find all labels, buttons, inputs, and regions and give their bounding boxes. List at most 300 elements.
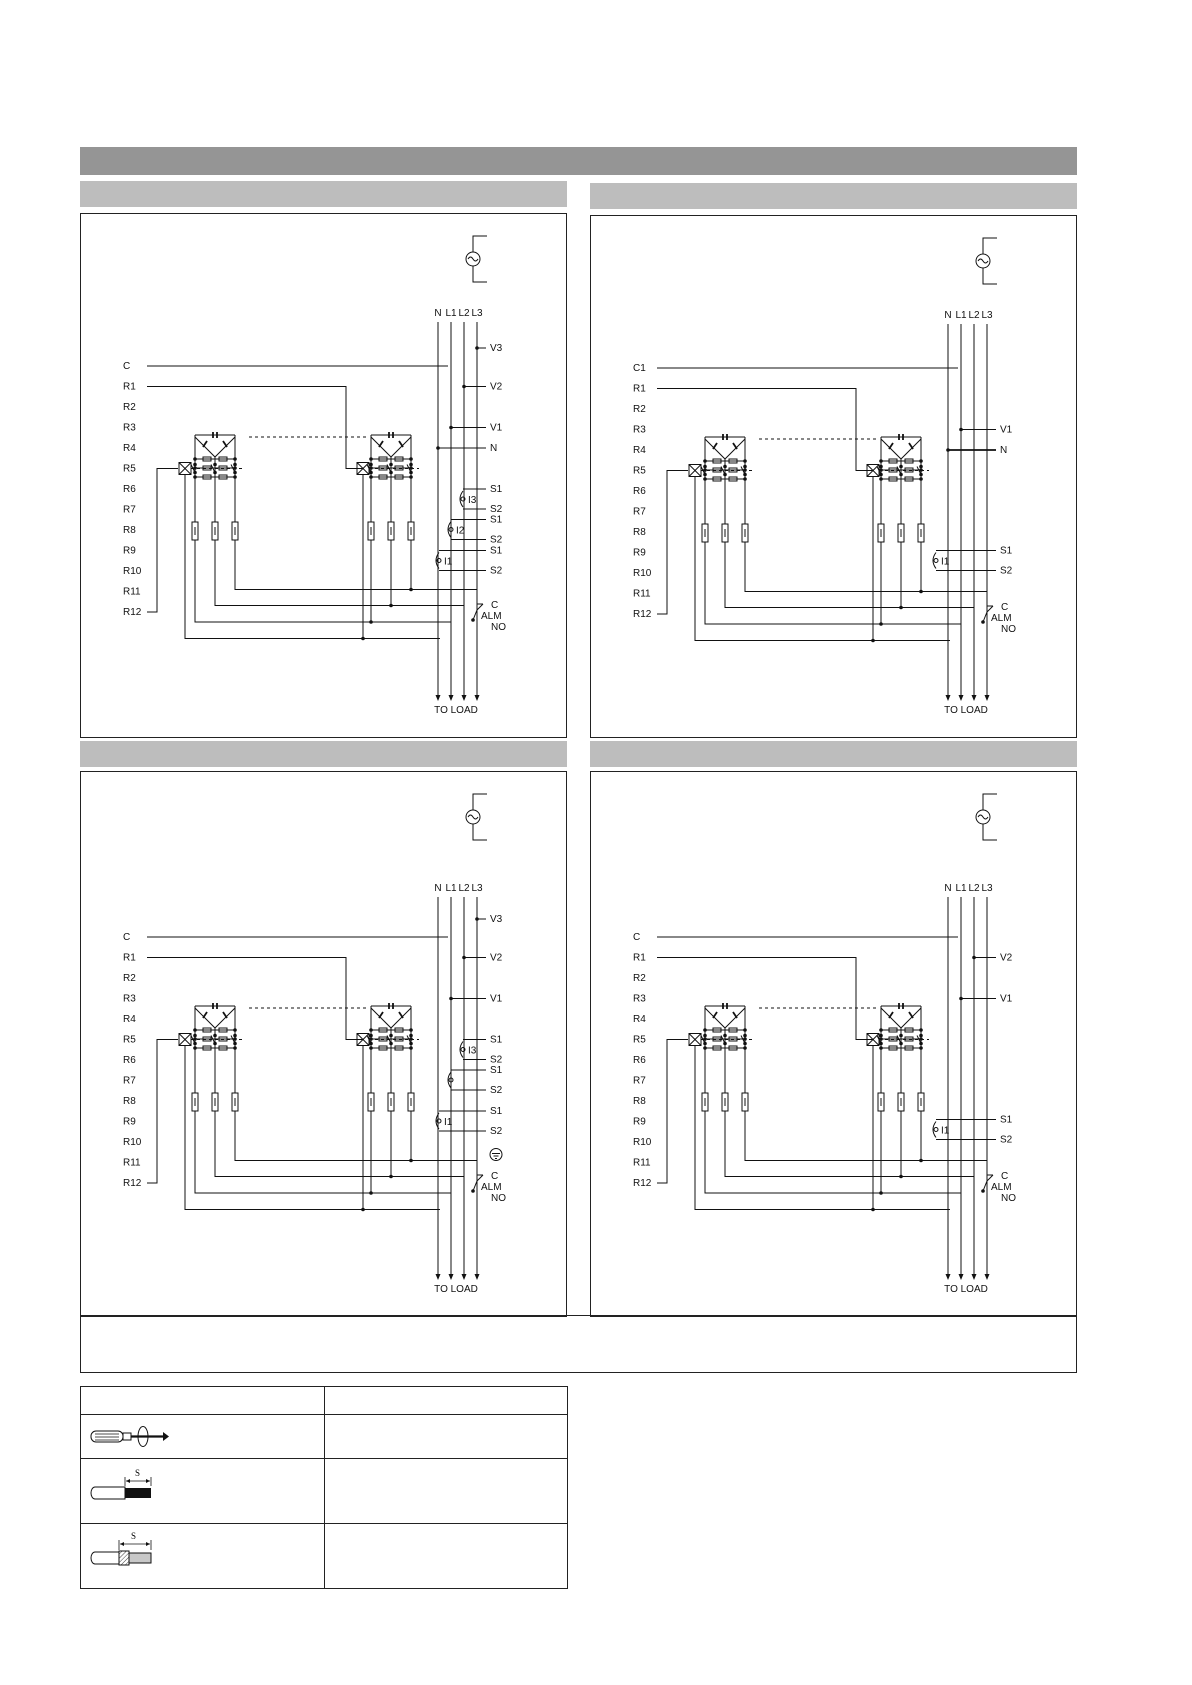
ct-core-icon (934, 559, 938, 563)
ferrule-length-label: S (131, 1531, 137, 1541)
terminal-label-r11: R11 (633, 1157, 651, 1169)
ct-s2-label: S2 (490, 1085, 503, 1096)
diagram-header-bar-2 (590, 183, 1077, 209)
step-1-capacitor-icon (223, 441, 227, 447)
terminal-label-r2: R2 (123, 402, 136, 413)
terminal-label-r5: R5 (123, 1034, 136, 1046)
terminal-label-r9: R9 (123, 1116, 136, 1128)
phase-label-n: N (434, 883, 442, 894)
junction-dot (369, 463, 373, 467)
ac-supply-icon (976, 794, 997, 840)
feed-wire-n (695, 477, 950, 641)
junction-dot (879, 459, 883, 463)
junction-dot (743, 1034, 747, 1038)
feed-wire-n (185, 475, 440, 639)
ct-s2-label: S2 (490, 1054, 503, 1066)
wire (371, 437, 411, 457)
junction-dot (879, 622, 883, 626)
junction-dot (409, 1159, 413, 1163)
junction-dot (449, 997, 453, 1001)
ct-s1-label: S1 (1000, 1114, 1013, 1126)
alarm-label: ALM (991, 1182, 1012, 1193)
step-2-capacitor-icon (379, 1012, 383, 1018)
voltage-tap-label-n: N (1000, 445, 1008, 456)
phase-label-l3: L3 (981, 883, 993, 894)
step-2-capacitor-icon (909, 1012, 913, 1018)
ac-supply-icon (466, 236, 487, 282)
junction-dot (213, 463, 217, 467)
step-1-contactor-icon (689, 1034, 701, 1046)
junction-dot (919, 590, 923, 594)
terminal-label-r6: R6 (123, 1055, 136, 1066)
junction-dot (193, 463, 197, 467)
alarm-c-label: C (491, 1171, 499, 1182)
terminal-label-r10: R10 (123, 1137, 142, 1148)
voltage-tap-label-v2: V2 (490, 952, 503, 964)
junction-dot (389, 1034, 393, 1038)
terminal-label-r12: R12 (633, 609, 652, 620)
voltage-tap-label-n: N (490, 443, 498, 454)
junction-dot (899, 465, 903, 469)
r12-wire (657, 1040, 688, 1184)
junction-dot (369, 1028, 373, 1032)
junction-dot (871, 1208, 875, 1212)
junction-dot (475, 346, 479, 350)
arrow-down-icon (436, 695, 441, 701)
r12-wire (147, 469, 178, 613)
junction-dot (409, 463, 413, 467)
tool-row-ferrule-wire (81, 1524, 325, 1589)
junction-dot (743, 459, 747, 463)
junction-dot (369, 457, 373, 461)
feed-wire-l1 (705, 542, 961, 624)
junction-dot (449, 426, 453, 430)
r1-wire (147, 958, 363, 1040)
arrow-down-icon (449, 1274, 454, 1280)
terminal-label-r6: R6 (123, 484, 136, 495)
phase-label-l2: L2 (458, 883, 470, 894)
junction-dot (389, 604, 393, 608)
junction-dot (899, 606, 903, 610)
alarm-no-label: NO (1001, 624, 1016, 635)
junction-dot (389, 463, 393, 467)
junction-dot (471, 1189, 475, 1193)
wire (705, 439, 745, 459)
phase-label-n: N (944, 883, 952, 894)
step-1-capacitor-icon (733, 443, 737, 449)
alarm-label: ALM (481, 1182, 502, 1193)
ct-s2-label: S2 (490, 504, 503, 515)
ct-s2-label: S2 (1000, 1134, 1013, 1146)
step-1-contactor-icon (179, 463, 191, 475)
terminal-label-r4: R4 (633, 445, 646, 456)
junction-dot (879, 465, 883, 469)
junction-dot (409, 457, 413, 461)
junction-dot (879, 1028, 883, 1032)
junction-dot (369, 1034, 373, 1038)
terminal-label-r7: R7 (633, 506, 646, 518)
tool-row-stripped-wire-value (325, 1459, 568, 1524)
arrow-down-icon (985, 695, 990, 701)
ct-label: I1 (444, 556, 453, 568)
arrow-down-icon (946, 1274, 951, 1280)
ct-s1-label: S1 (1000, 545, 1013, 557)
voltage-tap-label-v1: V1 (1000, 424, 1013, 436)
terminal-label-r3: R3 (633, 993, 646, 1005)
arrow-down-icon (985, 1274, 990, 1280)
wire (983, 824, 997, 840)
terminal-label-r3: R3 (123, 993, 136, 1005)
junction-dot (919, 459, 923, 463)
section-header-bar (80, 147, 1077, 175)
terminal-label-r9: R9 (633, 1116, 646, 1128)
ct-core-icon (934, 1128, 938, 1132)
voltage-tap-label-v3: V3 (490, 343, 503, 354)
step-1-capacitor-icon (733, 1012, 737, 1018)
alarm-c-label: C (1001, 602, 1009, 613)
junction-dot (919, 1034, 923, 1038)
junction-dot (233, 463, 237, 467)
terminal-label-r4: R4 (123, 1014, 136, 1025)
ac-supply-icon (466, 794, 487, 840)
diagram-header-bar-3 (80, 741, 567, 767)
terminal-label-r12: R12 (123, 1178, 142, 1189)
phase-label-l2: L2 (968, 883, 980, 894)
terminal-label-r7: R7 (123, 504, 136, 516)
phase-label-l3: L3 (471, 883, 483, 894)
to-load-label: TO LOAD (434, 1284, 478, 1295)
wiring-diagram-panel-4 (590, 771, 1077, 1317)
voltage-tap-label-v2: V2 (1000, 952, 1013, 964)
junction-dot (919, 465, 923, 469)
junction-dot (703, 459, 707, 463)
terminal-label-c: C (633, 932, 641, 943)
terminal-label-r1: R1 (633, 952, 646, 964)
terminal-label-r1: R1 (633, 383, 646, 395)
ferrule-wire-icon (81, 1524, 324, 1588)
junction-dot (193, 457, 197, 461)
terminal-label-r3: R3 (633, 424, 646, 436)
arrow-down-icon (959, 1274, 964, 1280)
terminal-label-r2: R2 (123, 973, 136, 984)
junction-dot (959, 997, 963, 1001)
r12-wire (147, 1040, 178, 1184)
to-load-label: TO LOAD (944, 705, 988, 716)
junction-dot (879, 1034, 883, 1038)
tool-row-stripped-wire (81, 1459, 325, 1524)
junction-dot (361, 1208, 365, 1212)
junction-dot (899, 1175, 903, 1179)
step-2-capacitor-icon (399, 1012, 403, 1018)
terminal-label-r9: R9 (123, 545, 136, 557)
terminal-label-r6: R6 (633, 486, 646, 497)
junction-dot (919, 1028, 923, 1032)
terminal-label-r6: R6 (633, 1055, 646, 1066)
r1-wire (657, 389, 873, 471)
step-1-capacitor-icon (223, 1012, 227, 1018)
step-1-contactor-icon (179, 1034, 191, 1046)
junction-dot (946, 448, 950, 452)
junction-dot (471, 618, 475, 622)
arrow-down-icon (946, 695, 951, 701)
ct-label: I2 (456, 525, 465, 537)
alarm-label: ALM (991, 613, 1012, 624)
junction-dot (361, 637, 365, 641)
r1-wire (147, 387, 363, 469)
junction-dot (233, 1028, 237, 1032)
junction-dot (475, 917, 479, 921)
ct-s2-label: S2 (1000, 565, 1013, 577)
junction-dot (871, 639, 875, 643)
feed-wire-l3 (745, 542, 987, 592)
ct-s1-label: S1 (490, 484, 503, 495)
feed-wire-l1 (705, 1111, 961, 1193)
arrow-down-icon (462, 1274, 467, 1280)
terminal-label-r9: R9 (633, 547, 646, 559)
phase-label-l1: L1 (445, 308, 457, 319)
ct-label: I1 (444, 1117, 453, 1128)
wire (371, 1008, 411, 1028)
step-1-contactor-icon (689, 465, 701, 477)
arrow-down-icon (972, 1274, 977, 1280)
step-2-capacitor-icon (889, 443, 893, 449)
terminal-label-c: C1 (633, 363, 646, 374)
voltage-tap-label-v2: V2 (490, 381, 503, 393)
terminal-label-r8: R8 (633, 527, 646, 538)
junction-dot (972, 956, 976, 960)
wire (983, 268, 997, 284)
alarm-label: ALM (481, 611, 502, 622)
junction-dot (703, 1034, 707, 1038)
terminal-label-r1: R1 (123, 381, 136, 393)
step-2-capacitor-icon (379, 441, 383, 447)
junction-dot (723, 1034, 727, 1038)
step-1-capacitor-icon (713, 1012, 717, 1018)
terminal-label-r12: R12 (123, 607, 142, 618)
feed-wire-l1 (195, 1111, 451, 1193)
wire (195, 1008, 235, 1028)
wire (473, 824, 487, 840)
voltage-tap-label-v1: V1 (1000, 993, 1013, 1005)
to-load-label: TO LOAD (944, 1284, 988, 1295)
wire (881, 1008, 921, 1028)
terminal-label-r8: R8 (123, 525, 136, 536)
junction-dot (743, 465, 747, 469)
junction-dot (369, 620, 373, 624)
junction-dot (981, 1189, 985, 1193)
phase-label-l1: L1 (445, 883, 457, 894)
phase-label-l3: L3 (981, 310, 993, 321)
phase-label-l2: L2 (458, 308, 470, 319)
feed-wire-l2 (215, 1111, 464, 1177)
wiring-diagram-4 (591, 772, 1076, 1316)
terminal-label-r8: R8 (633, 1096, 646, 1107)
arrow-down-icon (475, 695, 480, 701)
terminal-label-r7: R7 (123, 1075, 136, 1087)
wire (983, 238, 997, 254)
junction-dot (743, 1028, 747, 1032)
feed-wire-l3 (235, 1111, 477, 1161)
wire (881, 439, 921, 459)
arrow-down-icon (462, 695, 467, 701)
current-transformer-2 (448, 520, 486, 540)
junction-dot (703, 465, 707, 469)
arrow-down-icon (972, 695, 977, 701)
ct-s2-label: S2 (490, 565, 503, 577)
wiring-diagram-2 (591, 216, 1076, 737)
phase-label-l2: L2 (968, 310, 980, 321)
junction-dot (462, 956, 466, 960)
terminal-label-r3: R3 (123, 422, 136, 434)
junction-dot (409, 1034, 413, 1038)
arrow-down-icon (959, 695, 964, 701)
arrow-down-icon (449, 695, 454, 701)
feed-wire-l1 (195, 540, 451, 622)
junction-dot (981, 620, 985, 624)
r1-wire (657, 958, 873, 1040)
terminal-label-r11: R11 (633, 588, 651, 600)
wiring-diagram-panel-2 (590, 215, 1077, 738)
strip-length-label: S (135, 1468, 141, 1478)
junction-dot (193, 1028, 197, 1032)
junction-dot (409, 588, 413, 592)
wiring-diagram-3 (81, 772, 566, 1316)
step-2-capacitor-icon (399, 441, 403, 447)
ct-s1-label: S1 (490, 514, 503, 526)
terminal-label-r2: R2 (633, 404, 646, 415)
terminal-label-r5: R5 (123, 463, 136, 475)
alarm-c-label: C (491, 600, 499, 611)
terminal-label-r4: R4 (633, 1014, 646, 1025)
ct-label: I1 (941, 1125, 950, 1137)
phase-label-n: N (944, 310, 952, 321)
terminal-label-r10: R10 (633, 1137, 652, 1148)
tool-row-screwdriver-value (325, 1415, 568, 1459)
junction-dot (703, 1028, 707, 1032)
terminal-label-r2: R2 (633, 973, 646, 984)
terminal-label-r12: R12 (633, 1178, 652, 1189)
feed-wire-l2 (725, 1111, 974, 1177)
screwdriver-icon (81, 1415, 324, 1458)
alarm-no-label: NO (491, 622, 506, 633)
ct-s1-label: S1 (490, 1106, 503, 1117)
current-transformer-2 (448, 1070, 486, 1090)
r12-wire (657, 471, 688, 615)
tool-table (80, 1386, 568, 1589)
terminal-label-c: C (123, 932, 131, 943)
junction-dot (233, 1034, 237, 1038)
wire (195, 437, 235, 457)
diagram-header-bar-4 (590, 741, 1077, 767)
phase-label-n: N (434, 308, 442, 319)
step-1-capacitor-icon (713, 443, 717, 449)
step-2-capacitor-icon (889, 1012, 893, 1018)
junction-dot (919, 1159, 923, 1163)
alarm-c-label: C (1001, 1171, 1009, 1182)
ground-icon (490, 1149, 502, 1161)
wire (983, 794, 997, 810)
terminal-label-r1: R1 (123, 952, 136, 964)
alarm-no-label: NO (491, 1193, 506, 1204)
ct-s2-label: S2 (490, 534, 503, 546)
terminal-label-r10: R10 (123, 566, 142, 577)
terminal-label-r5: R5 (633, 1034, 646, 1046)
junction-dot (213, 1034, 217, 1038)
tool-table-header-cell (81, 1387, 325, 1415)
ct-label: I3 (468, 1045, 477, 1057)
ct-label: I3 (468, 495, 477, 506)
wiring-diagram-1 (81, 214, 566, 737)
tool-table-header-cell (325, 1387, 568, 1415)
junction-dot (436, 446, 440, 450)
arrow-down-icon (436, 1274, 441, 1280)
junction-dot (462, 385, 466, 389)
tool-row-screwdriver (81, 1415, 325, 1459)
junction-dot (723, 465, 727, 469)
feed-wire-l2 (215, 540, 464, 606)
phase-label-l1: L1 (955, 310, 967, 321)
to-load-label: TO LOAD (434, 705, 478, 716)
terminal-label-r5: R5 (633, 465, 646, 477)
junction-dot (369, 1191, 373, 1195)
ct-label: I1 (941, 556, 950, 568)
diagram-header-bar-1 (80, 181, 567, 207)
junction-dot (409, 1028, 413, 1032)
terminal-label-r4: R4 (123, 443, 136, 454)
alarm-no-label: NO (1001, 1193, 1016, 1204)
wire (473, 236, 487, 252)
junction-dot (879, 1191, 883, 1195)
step-1-capacitor-icon (203, 1012, 207, 1018)
terminal-label-c: C (123, 361, 131, 372)
terminal-label-r7: R7 (633, 1075, 646, 1087)
wire (705, 1008, 745, 1028)
wiring-diagram-panel-1 (80, 213, 567, 738)
junction-dot (899, 1034, 903, 1038)
ct-s1-label: S1 (490, 1065, 503, 1076)
note-box (80, 1315, 1077, 1373)
feed-wire-n (185, 1046, 440, 1210)
ct-s1-label: S1 (490, 1034, 503, 1046)
junction-dot (233, 457, 237, 461)
voltage-tap-label-v1: V1 (490, 993, 503, 1005)
terminal-label-r11: R11 (123, 586, 141, 598)
step-2-capacitor-icon (909, 443, 913, 449)
feed-wire-l2 (725, 542, 974, 608)
phase-label-l3: L3 (471, 308, 483, 319)
phase-label-l1: L1 (955, 883, 967, 894)
wire (473, 794, 487, 810)
wiring-diagram-panel-3 (80, 771, 567, 1317)
voltage-tap-label-v3: V3 (490, 914, 503, 925)
terminal-label-r8: R8 (123, 1096, 136, 1107)
tool-row-ferrule-wire-value (325, 1524, 568, 1589)
feed-wire-l3 (235, 540, 477, 590)
step-1-capacitor-icon (203, 441, 207, 447)
feed-wire-l3 (745, 1111, 987, 1161)
wire (473, 266, 487, 282)
junction-dot (389, 1175, 393, 1179)
arrow-down-icon (475, 1274, 480, 1280)
stripped-wire-icon (81, 1459, 324, 1523)
junction-dot (193, 1034, 197, 1038)
ac-supply-icon (976, 238, 997, 284)
voltage-tap-label-v1: V1 (490, 422, 503, 434)
junction-dot (959, 428, 963, 432)
terminal-label-r10: R10 (633, 568, 652, 579)
ct-s2-label: S2 (490, 1126, 503, 1137)
feed-wire-n (695, 1046, 950, 1210)
